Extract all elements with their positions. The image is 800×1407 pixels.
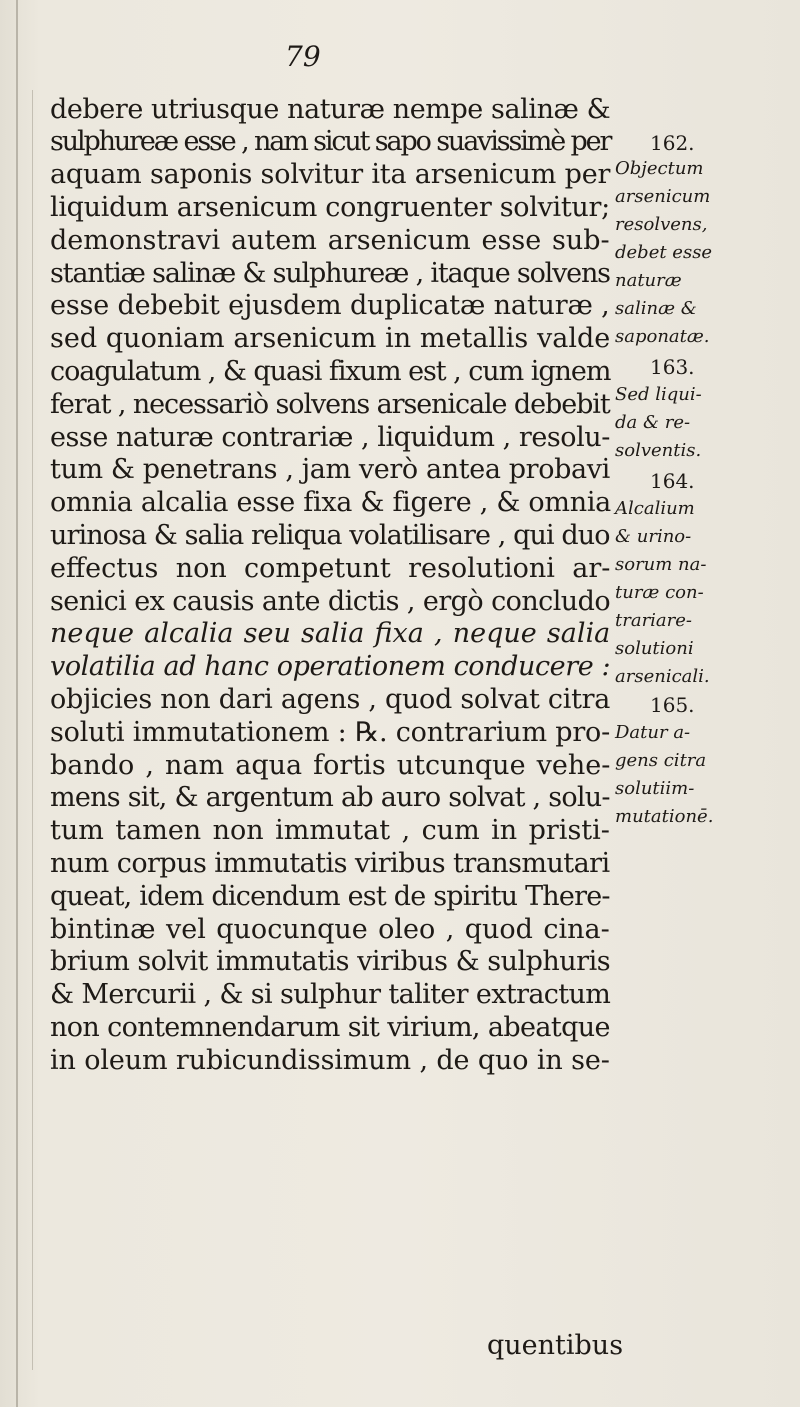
body-line: stantiæ salinæ & sulphureæ , itaque solvens [50,258,610,289]
body-line: coagulatum , & quasi fixum est , cum ignem [50,356,611,387]
body-line: bando , nam aqua fortis utcunque vehe- [50,750,611,781]
body-line: liquidum arsenicum congruenter solvitur; [50,192,610,223]
body-line: sed quoniam arsenicum in metallis valde [50,323,611,354]
body-line: objicies non dari agens , quod solvat citra [50,684,611,715]
body-line: neque alcalia seu salia fixa , neque salia [50,618,611,649]
margin-note-line: da & re- [615,412,691,433]
margin-note-line: gens citra [615,750,707,771]
body-line: demonstravi autem arsenicum esse sub- [50,225,610,256]
margin-note-line: & urino- [615,526,692,547]
margin-note-line: solutiim- [615,778,695,799]
body-line: tum & penetrans , jam verò antea probavi [50,454,610,485]
margin-note-line: turæ con- [615,582,704,603]
body-line: mens sit, & argentum ab auro solvat , solu- [50,782,610,813]
margin-note-line: debet esse [615,242,713,263]
margin-note-line: sorum na- [615,554,707,575]
body-line: num corpus immutatis viribus transmutari [50,848,610,879]
body-line: tum tamen non immutat , cum in pristi- [50,815,610,846]
body-line: volatilia ad hanc operationem conducere : [50,651,611,682]
margin-note-line: Sed liqui- [615,384,702,405]
margin-note-line: solventis. [615,440,702,461]
body-line: in oleum rubicundissimum , de quo in se- [50,1045,610,1076]
margin-note-line: Objectum [615,158,704,179]
body-line: urinosa & salia reliqua volatilisare , qui duo [50,520,610,551]
body-line: bintinæ vel quocunque oleo , quod cina- [50,914,610,945]
catchword: quentibus [487,1330,624,1361]
margin-note-line: solutioni [615,638,694,659]
margin-number: 162. [650,131,695,155]
margin-note-line: naturæ [615,270,682,291]
body-line: soluti immutationem : ℞. contrarium pro- [50,717,611,748]
body-line: senici ex causis ante dictis , ergò concludo [50,586,611,617]
margin-number: 163. [650,355,695,379]
body-line: omnia alcalia esse fixa & figere , & omnia [50,487,611,518]
page-gutter [16,0,18,1407]
body-line: aquam saponis solvitur ita arsenicum per [50,159,611,190]
body-line: esse naturæ contrariæ , liquidum , resolu- [50,422,610,453]
margin-note-line: arsenicum [615,186,711,207]
body-line: sulphureæ esse , nam sicut sapo suavissimè per [50,126,611,157]
body-line: ferat , necessariò solvens arsenicale debebit [50,389,610,420]
body-line: queat, idem dicendum est de spiritu There- [50,881,610,912]
page-number: 79 [285,40,321,73]
margin-note-line: resolvens, [615,214,708,235]
margin-note-line: salinæ & [615,298,697,319]
page-gutter-shadow [32,90,33,1370]
margin-note-line: saponatæ. [615,326,710,347]
body-line: non contemnendarum sit virium, abeatque [50,1012,610,1043]
body-line: debere utriusque naturæ nempe salinæ & [50,94,611,125]
margin-number: 164. [650,469,695,493]
body-line: brium solvit immutatis viribus & sulphuris [50,946,611,977]
body-line: & Mercurii , & si sulphur taliter extractum [50,979,611,1010]
margin-note-line: Alcalium [615,498,695,519]
body-line: esse debebit ejusdem duplicatæ naturæ , [50,290,610,321]
margin-note-line: arsenicali. [615,666,710,687]
margin-note-line: trariare- [615,610,693,631]
margin-number: 165. [650,693,695,717]
body-line: effectus non competunt resolutioni ar- [50,553,611,584]
margin-note-line: Datur a- [615,722,691,743]
margin-note-line: mutationē. [615,806,714,827]
